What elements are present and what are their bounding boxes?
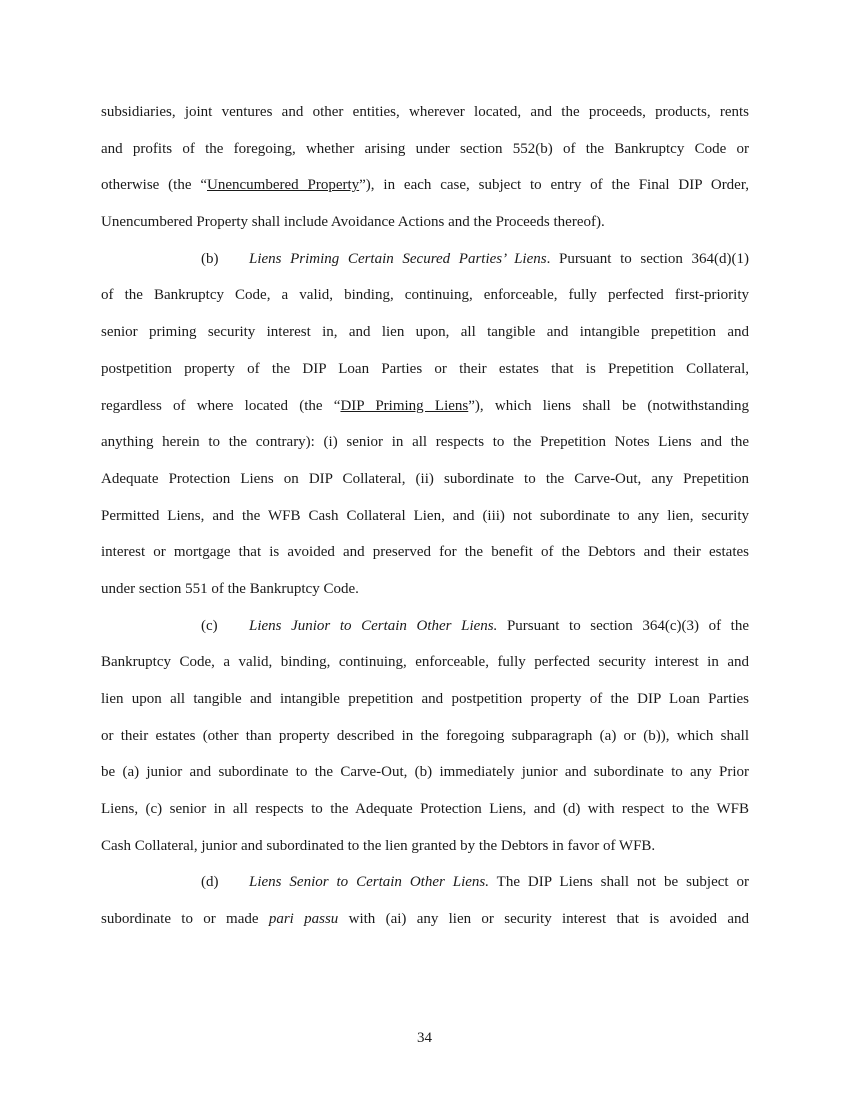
text-line: senior priming security interest in, and lien upon, all tangible and intangible prepetition and xyxy=(101,324,749,341)
section-heading: Liens Senior to Certain Other Liens. xyxy=(249,874,490,891)
document-body xyxy=(101,97,749,941)
text-line: Unencumbered Property shall include Avoidance Actions and the Proceeds thereof). xyxy=(101,214,605,231)
latin-term: pari passu xyxy=(268,911,339,928)
section-heading-line xyxy=(101,611,749,648)
section-d xyxy=(101,867,749,940)
section-heading-line xyxy=(101,244,749,281)
section-heading: Liens Priming Certain Secured Parties’ Liens xyxy=(249,250,547,267)
section-enumerator: (c) xyxy=(201,617,218,634)
text-run: Pursuant to section 364(c)(3) of the xyxy=(497,617,749,634)
text-run: with (ai) any lien or security interest that is avoided and xyxy=(338,911,749,928)
text-run: subordinate to or made xyxy=(101,911,269,928)
text-run: regardless of where located (the “ xyxy=(101,397,341,414)
text-line xyxy=(101,904,749,941)
section-b xyxy=(101,244,749,611)
text-run: . Pursuant to section 364(d)(1) xyxy=(546,250,750,267)
text-line: interest or mortgage that is avoided and preserved for the benefit of the Debtors and their estates xyxy=(101,544,749,561)
text-run: The DIP Liens shall not be subject or xyxy=(489,874,749,891)
text-line: under section 551 of the Bankruptcy Code. xyxy=(101,580,359,597)
text-line: be (a) junior and subordinate to the Carve-Out, (b) immediately junior and subordinate to any Prior xyxy=(101,764,749,781)
section-heading: Liens Junior to Certain Other Liens. xyxy=(249,617,498,634)
text-line: Bankruptcy Code, a valid, binding, continuing, enforceable, fully perfected security interest in and xyxy=(101,654,749,671)
text-line: and profits of the foregoing, whether arising under section 552(b) of the Bankruptcy Code or xyxy=(101,140,749,157)
text-line xyxy=(101,170,749,207)
page-number: 34 xyxy=(417,1030,432,1046)
text-run: ”), which liens shall be (notwithstanding xyxy=(468,397,750,414)
section-enumerator: (b) xyxy=(201,250,219,267)
text-run: ”), in each case, subject to entry of the Final DIP Order, xyxy=(359,177,749,194)
section-heading-line xyxy=(101,867,749,904)
text-line: Adequate Protection Liens on DIP Collateral, (ii) subordinate to the Carve-Out, any Prepetition xyxy=(101,470,749,487)
text-line xyxy=(101,391,749,428)
text-line: Liens, (c) senior in all respects to the Adequate Protection Liens, and (d) with respect to the WFB xyxy=(101,801,749,818)
text-line: of the Bankruptcy Code, a valid, binding, continuing, enforceable, fully perfected first-priority xyxy=(101,287,749,304)
text-line: subsidiaries, joint ventures and other entities, wherever located, and the proceeds, products, rents xyxy=(101,104,749,120)
section-c xyxy=(101,611,749,868)
text-line: Cash Collateral, junior and subordinated to the lien granted by the Debtors in favor of WFB. xyxy=(101,837,656,854)
text-line: lien upon all tangible and intangible prepetition and postpetition property of the DIP Loan Parties xyxy=(101,691,749,707)
text-line: Permitted Liens, and the WFB Cash Collateral Lien, and (iii) not subordinate to any lien, security xyxy=(101,507,749,524)
text-line: postpetition property of the DIP Loan Parties or their estates that is Prepetition Collateral, xyxy=(101,360,749,377)
text-run: otherwise (the “ xyxy=(101,177,207,194)
defined-term-unencumbered-property: Unencumbered Property xyxy=(207,177,360,194)
defined-term-dip-priming-liens: DIP Priming Liens xyxy=(340,397,469,414)
text-line: anything herein to the contrary): (i) senior in all respects to the Prepetition Notes Liens and the xyxy=(101,434,749,451)
intro-paragraph xyxy=(101,97,749,244)
text-line: or their estates (other than property described in the foregoing subparagraph (a) or (b)), which shall xyxy=(101,727,749,744)
section-enumerator: (d) xyxy=(201,874,219,891)
